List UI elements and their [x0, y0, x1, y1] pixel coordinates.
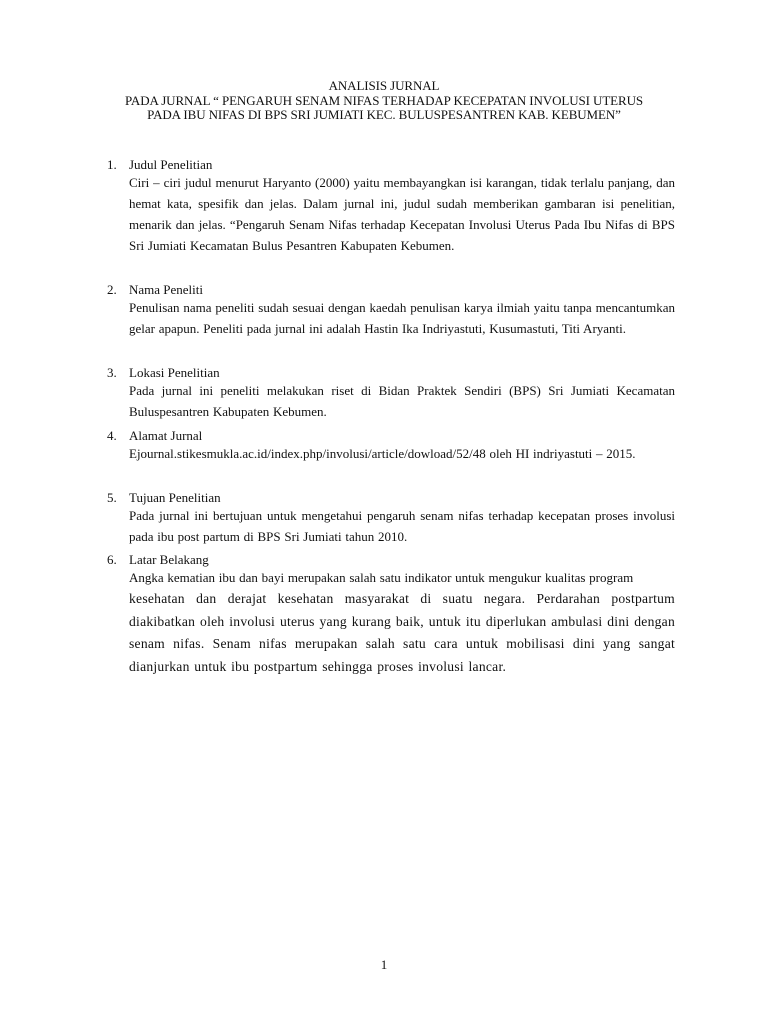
- section-number: 5.: [107, 490, 117, 505]
- header-subtitle-line1: PADA JURNAL “ PENGARUH SENAM NIFAS TERHADAP KECEPATAN INVOLUSI UTERUS: [124, 92, 643, 108]
- section-number: 2.: [107, 282, 117, 297]
- section-title: Alamat Jurnal: [129, 428, 203, 443]
- section-body: Pada jurnal ini bertujuan untuk mengetahui pengaruh senam nifas terhadap kecepatan proses involusi pada ibu post partum di BPS Sri Jumiati tahun 2010.: [129, 508, 675, 544]
- section-title: Latar Belakang: [129, 552, 209, 567]
- section-nama-peneliti: [107, 283, 675, 339]
- section-number: 3.: [107, 365, 117, 380]
- header-title: ANALISIS JURNAL: [328, 78, 440, 93]
- section-number: 6.: [107, 552, 117, 567]
- section-body: kesehatan dan derajat kesehatan masyarakat di suatu negara. Perdarahan postpartum diakibatkan oleh involusi uterus yang kurang baik, untuk itu diperlukan ambulasi dini dengan senam nifas. Senam nifas merupakan salah satu cara untuk mobilisasi dini yang sangat dianjurkan untuk ibu postpartum sehingga proses involusi lancar.: [129, 591, 675, 674]
- section-title: Nama Peneliti: [129, 282, 204, 297]
- section-judul-penelitian: [107, 158, 675, 256]
- document-header: [60, 79, 708, 123]
- section-number: 4.: [107, 428, 117, 443]
- section-lokasi-penelitian: [107, 366, 675, 422]
- section-body: Penulisan nama peneliti sudah sesuai dengan kaedah penulisan karya ilmiah yaitu tanpa mencantumkan gelar apapun. Peneliti pada jurnal ini adalah Hastin Ika Indriyastuti, Kusumastuti, Titi Aryanti.: [129, 300, 675, 336]
- section-number: 1.: [107, 157, 117, 172]
- section-title: Judul Penelitian: [129, 157, 213, 172]
- section-tujuan-penelitian: [107, 491, 675, 547]
- section-body-first-line: Angka kematian ibu dan bayi merupakan salah satu indikator untuk mengukur kualitas program: [129, 570, 634, 585]
- section-alamat-jurnal: [107, 429, 675, 464]
- section-body: Pada jurnal ini peneliti melakukan riset di Bidan Praktek Sendiri (BPS) Sri Jumiati Kecamatan Buluspesantren Kabupaten Kebumen.: [129, 383, 675, 419]
- section-body: Ciri – ciri judul menurut Haryanto (2000) yaitu membayangkan isi karangan, tidak terlalu panjang, dan hemat kata, spesifik dan jelas. Dalam jurnal ini, judul sudah memberikan gambaran isi penelitian, menarik dan jelas. “Pengaruh Senam Nifas terhadap Kecepatan Involusi Uterus Pada Ibu Nifas di BPS Sri Jumiati Kecamatan Bulus Pesantren Kabupaten Kebumen.: [129, 175, 675, 253]
- page-number: 1: [380, 957, 388, 972]
- section-body: Ejournal.stikesmukla.ac.id/index.php/involusi/article/dowload/52/48 oleh HI indriyastuti – 2015.: [129, 446, 636, 461]
- section-latar-belakang: [107, 553, 675, 678]
- header-subtitle-line2: PADA IBU NIFAS DI BPS SRI JUMIATI KEC. BULUSPESANTREN KAB. KEBUMEN”: [147, 107, 621, 122]
- section-title: Tujuan Penelitian: [129, 490, 221, 505]
- section-title: Lokasi Penelitian: [129, 365, 220, 380]
